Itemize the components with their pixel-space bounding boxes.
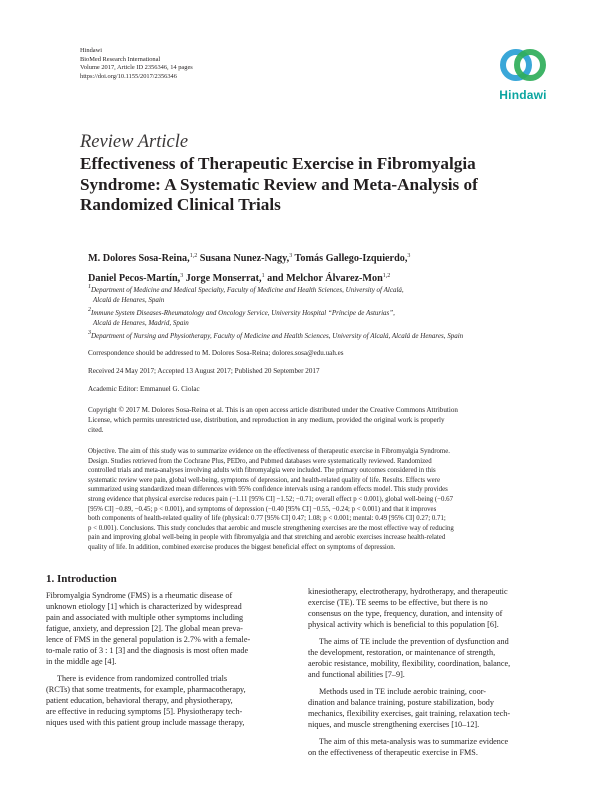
correspondence: Correspondence should be addressed to M. Dolores Sosa-Reina; dolores.sosa@edu.uah.es — [88, 349, 344, 357]
paragraph-line: physical activity which is beneficial to this population [6]. — [308, 620, 499, 629]
author-name: Susana Nunez-Nagy, — [197, 253, 290, 264]
logo-wordmark: Hindawi — [499, 88, 547, 102]
abstract-line: both components of health-related quality of life (physical: 0.77 [95% CI] 0.47; 1.08; p < 0.001; mental: 0.49 [95% CI] 0.27; 0.71; — [88, 515, 446, 523]
affiliation-1-cont: Alcalá de Henares, Spain — [93, 295, 165, 304]
abstract-line: summarized using standardized mean differences with 95% confidence intervals using a random effects model. This study provides — [88, 486, 448, 494]
paragraph-line: The aims of TE include the prevention of dysfunction and — [319, 637, 509, 646]
author-list — [88, 248, 558, 287]
publication-dates: Received 24 May 2017; Accepted 13 August 2017; Published 20 September 2017 — [88, 367, 320, 375]
body-column-right — [308, 586, 554, 758]
author-affiliation-sup: 3 — [180, 272, 184, 279]
author-name: Jorge Monserrat, — [183, 272, 262, 284]
affiliations — [88, 283, 558, 342]
section-heading-introduction: 1. Introduction — [46, 573, 117, 585]
author-affiliation-sup: 1,2 — [189, 253, 198, 259]
abstract-line: [95% CI] −0.89, −0.45; p < 0.001), and symptoms of depression (−0.40 [95% CI] −0.55, −0.24; p < 0.001) and that it improves — [88, 505, 437, 513]
abstract-line: Design. Studies retrieved from the Cochrane Plus, PEDro, and Pubmed databases were systematically reviewed. Randomized — [88, 457, 432, 465]
affiliation-1: $^1$Department of Medicine and Medical Specialty, Faculty of Medicine and Health Sciences, University of Alcalá, — [88, 284, 404, 294]
abstract-line: p < 0.001). Conclusions. This study concludes that aerobic and muscle strengthening exercises are the most effective way of reducing — [88, 524, 454, 532]
paragraph-line: fatigue, anxiety, and depression [2]. The global mean preva- — [46, 624, 243, 633]
author-affiliation-sup: 1,2 — [382, 272, 391, 279]
paragraph-line: The aim of this meta-analysis was to summarize evidence — [319, 737, 509, 746]
volume-line: Volume 2017, Article ID 2356346, 14 pages — [80, 64, 193, 72]
paragraph-line: Methods used in TE include aerobic training, coor- — [319, 687, 487, 696]
paragraph-line: the development, restoration, or maintenance of strength, — [308, 648, 496, 657]
article-title — [80, 154, 550, 216]
paragraph-line: niques, and muscle strengthening exercises [10–12]. — [308, 720, 480, 729]
hindawi-logo-icon — [493, 44, 553, 88]
copyright-line: cited. — [88, 425, 104, 434]
paragraph-line: pain and associated with multiple other symptoms including — [46, 613, 244, 622]
paragraph-line: exercise (TE). TE seems to be effective, but there is no — [308, 598, 488, 607]
title-line: Randomized Clinical Trials — [80, 195, 281, 214]
title-line: Effectiveness of Therapeutic Exercise in Fibromyalgia — [80, 154, 476, 173]
affiliation-2: $^2$Immune System Diseases-Rheumatology and Oncology Service, University Hospital “Príncipe de Asturias”, — [88, 306, 395, 317]
abstract-line: systematic review were pain, global well-being, symptoms of depression, and health-related quality of life. Results. Effects were — [88, 476, 441, 484]
paragraph-line: and functional abilities [7–9]. — [308, 670, 405, 679]
abstract-line: controlled trials and meta-analyses involving adults with fibromyalgia were included. The primary outcomes considered in this — [88, 467, 436, 475]
author-affiliation-sup: 1 — [261, 272, 265, 279]
paragraph-line: (RCTs) that some treatments, for example, pharmacotherapy, — [46, 685, 246, 694]
academic-editor: Academic Editor: Emmanuel G. Ciolac — [88, 385, 200, 393]
paragraph-line: patient education, behavioral therapy, and physiotherapy, — [46, 696, 233, 705]
abstract — [88, 447, 552, 553]
body-column-left — [46, 590, 292, 728]
paragraph-line: consensus on the type, frequency, duration, and intensity of — [308, 609, 503, 618]
publisher-name: Hindawi — [80, 47, 103, 54]
abstract-line: pain and improving global well-being in people with fibromyalgia and that stretching and aerobic exercises increase health-related — [88, 534, 446, 542]
paragraph-line: unknown etiology [1] which is characterized by widespread — [46, 602, 242, 611]
abstract-line: quality of life. In addition, combined exercise produces the biggest beneficial effect on symptoms of depression. — [88, 543, 396, 551]
author-affiliation-sup: 3 — [289, 253, 293, 259]
author-line-1 — [88, 248, 558, 268]
affiliation-2-cont: Alcalá de Henares, Madrid, Spain — [93, 318, 189, 327]
paragraph-line: niques used with this patient group include massage therapy, — [46, 718, 245, 727]
author-name: Daniel Pecos-Martín, — [88, 272, 181, 284]
paragraph-line: There is evidence from randomized controlled trials — [57, 674, 228, 683]
paragraph-line: mechanics, flexibility exercises, gait training, relaxation tech- — [308, 709, 511, 718]
author-name: M. Dolores Sosa-Reina, — [88, 253, 190, 264]
paragraph-line: in the middle age [4]. — [46, 657, 117, 666]
author-affiliation-sup: 3 — [407, 253, 411, 259]
paragraph-line: are effective in reducing symptoms [5]. Physiotherapy tech- — [46, 707, 243, 716]
paragraph-line: lence of FMS in the general population is 2.7% with a female- — [46, 635, 251, 644]
author-name: Tomás Gallego-Izquierdo, — [292, 253, 408, 264]
journal-name: BioMed Research International — [80, 55, 161, 63]
hindawi-logo — [493, 44, 553, 112]
paragraph-line: aerobic resistance, mobility, flexibility, coordination, balance, — [308, 659, 511, 668]
title-line: Syndrome: A Systematic Review and Meta-Analysis of — [80, 174, 478, 194]
abstract-line: strong evidence that physical exercise reduces pain (−1.11 [95% CI] −1.52; −0.71; overall effect p < 0.001), global well-being (−0.67 — [88, 495, 453, 503]
article-type: Review Article — [80, 132, 189, 152]
doi-link[interactable]: https://doi.org/10.1155/2017/2356346 — [80, 72, 177, 80]
affiliation-3: $^3$Department of Nursing and Physiotherapy, Faculty of Medicine and Health Sciences, University of Alcalá, Alcalá de Henares, Spain — [88, 329, 464, 340]
paragraph-line: on the effectiveness of therapeutic exercise in FMS. — [308, 748, 478, 757]
paragraph-line: dination and balance training, posture stabilization, body — [308, 698, 494, 707]
paragraph-line: kinesiotherapy, electrotherapy, hydrotherapy, and therapeutic — [308, 587, 508, 596]
paragraph-line: to-male ratio of 3 : 1 [3] and the diagnosis is most often made — [46, 646, 249, 655]
journal-meta — [80, 47, 193, 81]
copyright-line: License, which permits unrestricted use, distribution, and reproduction in any medium, provided the original work is properly — [88, 415, 445, 424]
abstract-line: Objective. The aim of this study was to summarize evidence on the effectiveness of therapeutic exercise in Fibromyalgia Syndrome. — [88, 448, 450, 455]
paragraph-line: Fibromyalgia Syndrome (FMS) is a rheumatic disease of — [46, 591, 233, 600]
author-name: and Melchor Álvarez-Mon — [264, 272, 383, 284]
copyright-notice — [88, 406, 550, 436]
copyright-line: Copyright © 2017 M. Dolores Sosa-Reina et al. This is an open access article distributed under the Creative Commons Attribution — [88, 406, 458, 414]
